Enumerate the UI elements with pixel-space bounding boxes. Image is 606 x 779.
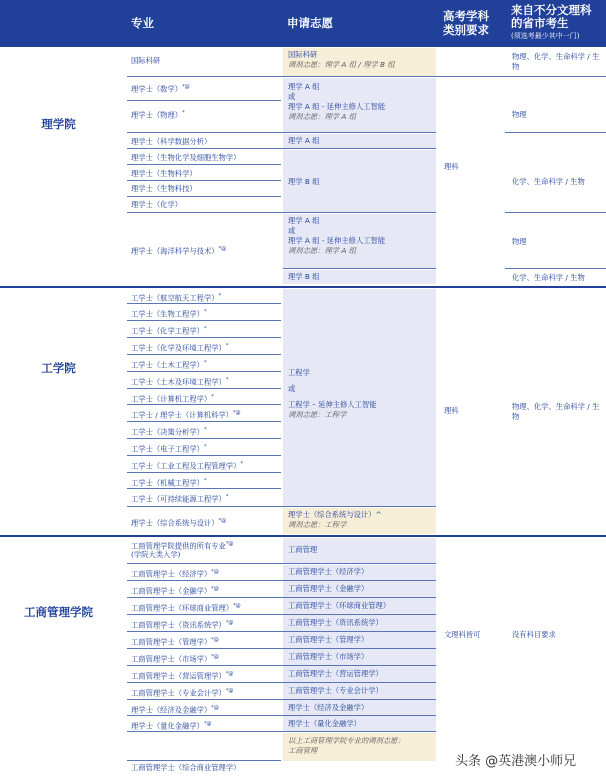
program-item: 理学士（生物科技） [131, 184, 197, 193]
header-req-1: 高考学科 [443, 9, 489, 23]
row-line [127, 438, 281, 439]
row-line [127, 76, 606, 77]
choice-item: 工商管理学士（资讯系统学） [288, 618, 383, 627]
choice-item: 工商管理学士（营运管理学） [288, 669, 383, 678]
row-line [127, 337, 281, 338]
row-line [127, 180, 281, 181]
subj-science-4: 物理 [512, 237, 527, 246]
choice-item: 工商管理学士（专业会计学） [288, 686, 383, 695]
program-item: 理学士（经济及金融学）*@ [131, 705, 219, 715]
row-line [127, 303, 281, 304]
program-item: 理学士（海洋科学与技术）*@ [131, 246, 227, 256]
program-item: 工学士（土木及环境工程学）* [131, 377, 229, 387]
row-line [127, 148, 436, 149]
row-line [127, 196, 281, 197]
choice-business: 工商管理 [288, 545, 318, 554]
program-item: 工商管理学院提供的所有专业*@ (学院大类入学) [131, 541, 234, 560]
row-line [127, 354, 281, 355]
row-line [127, 563, 436, 564]
program-item: 工商管理学士（经济学）*@ [131, 569, 219, 579]
choice-group-b: 理学 B 组 [288, 177, 320, 186]
row-line [127, 597, 436, 598]
row-line [127, 648, 436, 649]
row-line [127, 506, 436, 507]
program-item: 工学士（可持续能源工程学）* [131, 494, 229, 504]
row-line [127, 614, 436, 615]
choice-group-a-single: 理学 A 组 [288, 136, 320, 145]
subj-engineering: 物理、化学、生命科学 / 生物 [512, 402, 600, 421]
header-subj-1: 来自不分文理科 [511, 3, 592, 17]
choice-item: 理学士（经济及金融学） [288, 703, 369, 712]
program-item: 理学士（生物化学及细胞生物学） [131, 153, 241, 162]
row-line [127, 760, 281, 761]
header-major: 专业 [131, 16, 154, 30]
header-subj-2: 的省市考生 [511, 16, 569, 30]
choice-group-a2: 理学 A 组 或 理学 A 组 - 延伸主修人工智能 调剂志愿：理学 A 组 [288, 216, 386, 255]
header-req-2: 类别要求 [443, 23, 489, 37]
choice-engineering: 工程学 或 工程学 – 延伸主修人工智能 调剂志愿：工程学 [288, 368, 377, 419]
faculty-engineering: 工学院 [41, 361, 76, 375]
program-item: 理学士（综合系统与设计）*@ [131, 518, 227, 528]
subj-science-3: 化学、生命科学 / 生物 [512, 177, 585, 186]
row-line [127, 682, 436, 683]
row-line [127, 164, 281, 165]
program-item: 工商管理学士（金融学）*@ [131, 586, 219, 596]
choice-intl: 国际科研 调剂志愿：理学 A 组 / 理学 B 组 [288, 50, 395, 69]
row-line [505, 212, 606, 213]
program-item: 工学士（化学及环境工程学）* [131, 343, 229, 353]
program-item: 工商管理学士（市场学）*@ [131, 654, 219, 664]
program-item: 工学士（决策分析学）* [131, 427, 207, 437]
row-line [127, 699, 436, 700]
table-header [0, 0, 606, 47]
program-item: 理学士（化学） [131, 200, 183, 209]
choice-item: 工商管理学士（金融学） [288, 584, 369, 593]
watermark: 头条 @英港澳小师兄 [455, 754, 577, 769]
program-item: 工学士（土木工程学）* [131, 360, 207, 370]
divider [0, 286, 606, 288]
choice-group-b2: 理学 B 组 [288, 272, 320, 281]
program-item: 工学士 / 理学士（计算机科学）*@ [131, 410, 241, 420]
choice-item: 工商管理学士（市场学） [288, 652, 369, 661]
program-item: 理学士（科学数据分析） [131, 137, 212, 146]
row-line [127, 320, 281, 321]
row-line [505, 268, 606, 269]
req-engineering: 理科 [444, 406, 459, 415]
program-item: 工商管理学士（管理学）*@ [131, 637, 219, 647]
row-line [127, 421, 281, 422]
choice-item: 理学士（量化金融学） [288, 719, 361, 728]
program-item: 国际科研 [131, 56, 161, 65]
row-line [127, 455, 281, 456]
row-line [127, 404, 281, 405]
program-item: 工商管理学士（营运管理学）*@ [131, 671, 234, 681]
choice-item: 工商管理学士（环球商业管理） [288, 601, 391, 610]
program-item: 工商管理学士（资讯系统学）*@ [131, 620, 234, 630]
req-science: 理科 [444, 162, 459, 171]
req-business: 文理科皆可 [444, 630, 481, 639]
program-item: 理学士（生物科学） [131, 169, 197, 178]
program-item: 工学士（机械工程学）* [131, 478, 207, 488]
choice-group-a: 理学 A 组 或 理学 A 组 - 延伸主修人工智能 调剂志愿：理学 A 组 [288, 82, 386, 121]
row-line [127, 580, 436, 581]
row-line [127, 132, 436, 133]
choice-adj-note: 以上工商管理学院专业的调剂志愿： 工商管理 [288, 736, 405, 755]
row-line [127, 100, 281, 101]
program-item: 工商管理学士（环球商业管理）*@ [131, 603, 241, 613]
row-line [127, 371, 281, 372]
row-line [127, 715, 436, 716]
subj-science-5: 化学、生命科学 / 生物 [512, 273, 585, 282]
program-item: 工学士（工业工程及工程管理学）* [131, 461, 243, 471]
row-line [127, 665, 436, 666]
program-item: 工学士（计算机工程学）* [131, 394, 214, 404]
program-item: 工学士（航空航天工程学）* [131, 293, 222, 303]
row-line [127, 212, 436, 213]
choice-isd: 理学士（综合系统与设计）^ 调剂志愿：工程学 [288, 510, 382, 529]
program-item: 理学士（物理）* [131, 110, 185, 120]
divider [0, 535, 606, 537]
program-item: 理学士（数学）*@ [131, 84, 190, 94]
row-line [127, 472, 281, 473]
row-line [283, 268, 436, 269]
subj-science-1: 物理、化学、生命科学 / 生物 [512, 52, 600, 71]
row-line [127, 488, 281, 489]
program-item: 工学士（生物工程学）* [131, 309, 207, 319]
program-item: 理学士（量化金融学）*@ [131, 721, 212, 731]
row-line [127, 631, 436, 632]
header-subj-note: (须选考最少其中一门) [511, 32, 580, 40]
header-choice: 申请志愿 [287, 16, 333, 30]
choice-item: 工商管理学士（经济学） [288, 567, 369, 576]
faculty-science: 理学院 [41, 117, 76, 131]
program-item: 工商管理学士（综合商业管理学） [131, 763, 241, 772]
choice-item: 工商管理学士（管理学） [288, 635, 369, 644]
row-line [505, 132, 606, 133]
program-item: 工学士（电子工程学）* [131, 444, 207, 454]
program-item: 工学士（化学工程学）* [131, 326, 207, 336]
subj-science-2: 物理 [512, 110, 527, 119]
faculty-business: 工商管理学院 [24, 605, 93, 619]
row-line [127, 388, 281, 389]
row-line [127, 731, 436, 732]
subj-business: 没有科目要求 [512, 630, 556, 639]
program-item: 工商管理学士（专业会计学）*@ [131, 688, 234, 698]
